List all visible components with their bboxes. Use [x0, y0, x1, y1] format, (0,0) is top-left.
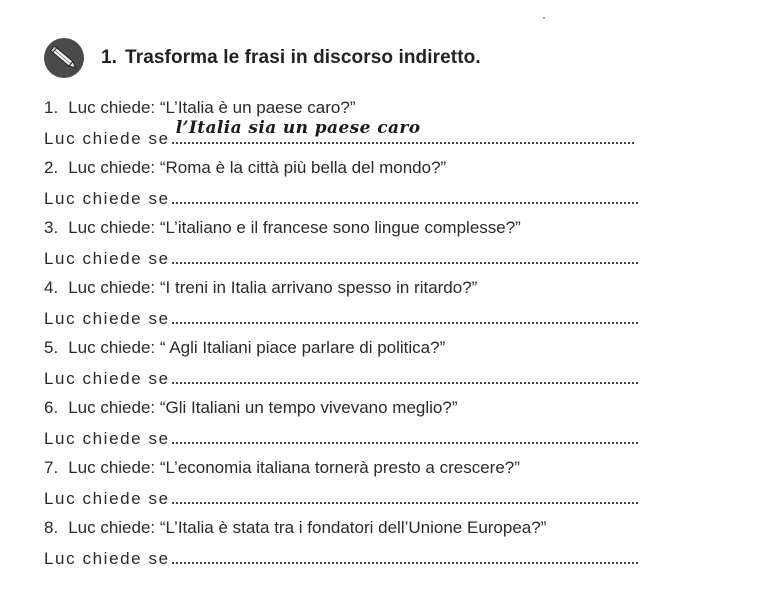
answer-line-6: [44, 423, 644, 453]
exercise-instruction: Trasforma le frasi in discorso indiretto.: [125, 47, 481, 68]
question-4: [44, 273, 644, 303]
exercise-title: [101, 47, 481, 69]
answer-line-1: [44, 118, 644, 153]
exercise-item-1: [44, 93, 644, 153]
question-number: 8.: [44, 518, 59, 537]
answer-blank-8[interactable]: [172, 543, 638, 564]
exercise-item-3: [44, 213, 644, 273]
question-number: 2.: [44, 158, 59, 177]
answer-prefix: Luc chiede se: [44, 249, 170, 268]
pencil-icon: [44, 38, 84, 78]
question-number: 7.: [44, 458, 59, 477]
exercise-item-6: [44, 393, 644, 453]
question-text: Luc chiede: “L’Italia è un paese caro?”: [68, 98, 356, 117]
exercise-list: [44, 93, 644, 573]
answer-blank-2[interactable]: [172, 183, 638, 204]
question-number: 5.: [44, 338, 59, 357]
answer-blank-7[interactable]: [172, 483, 638, 504]
question-text: Luc chiede: “L’Italia è stata tra i fondatori dell’Unione Europea?”: [68, 518, 547, 537]
question-text: Luc chiede: “ Agli Italiani piace parlare di politica?”: [68, 338, 446, 357]
question-text: Luc chiede: “Gli Italiani un tempo vivevano meglio?”: [68, 398, 458, 417]
question-7: [44, 453, 644, 483]
answer-line-3: [44, 243, 644, 273]
exercise-item-4: [44, 273, 644, 333]
question-8: [44, 513, 644, 543]
answer-blank-3[interactable]: [172, 243, 638, 264]
question-5: [44, 333, 644, 363]
answer-prefix: Luc chiede se: [44, 549, 170, 568]
question-6: [44, 393, 644, 423]
exercise-number: 1.: [101, 47, 118, 68]
answer-line-7: [44, 483, 644, 513]
question-text: Luc chiede: “L’italiano e il francese sono lingue complesse?”: [68, 218, 521, 237]
question-number: 1.: [44, 98, 59, 117]
answer-prefix: Luc chiede se: [44, 369, 170, 388]
answer-line-8: [44, 543, 644, 573]
answer-line-5: [44, 363, 644, 393]
answer-prefix: Luc chiede se: [44, 429, 170, 448]
answer-prefix: Luc chiede se: [44, 489, 170, 508]
answer-blank-4[interactable]: [172, 303, 638, 324]
question-text: Luc chiede: “Roma è la città più bella del mondo?”: [68, 158, 447, 177]
answer-blank-5[interactable]: [172, 363, 638, 384]
exercise-header: [44, 38, 481, 78]
exercise-item-8: [44, 513, 644, 573]
question-text: Luc chiede: “I treni in Italia arrivano spesso in ritardo?”: [68, 278, 478, 297]
question-3: [44, 213, 644, 243]
question-text: Luc chiede: “L’economia italiana tornerà presto a crescere?”: [68, 458, 520, 477]
question-number: 4.: [44, 278, 59, 297]
answer-line-2: [44, 183, 644, 213]
answer-blank-1[interactable]: [172, 118, 634, 144]
answer-blank-6[interactable]: [172, 423, 638, 444]
paper-speck: [543, 17, 545, 19]
exercise-item-5: [44, 333, 644, 393]
question-2: [44, 153, 644, 183]
answer-prefix: Luc chiede se: [44, 129, 170, 148]
answer-line-4: [44, 303, 644, 333]
exercise-item-2: [44, 153, 644, 213]
question-number: 6.: [44, 398, 59, 417]
handwritten-answer-1: l’Italia sia un paese caro: [175, 118, 421, 138]
question-number: 3.: [44, 218, 59, 237]
exercise-item-7: [44, 453, 644, 513]
answer-prefix: Luc chiede se: [44, 309, 170, 328]
answer-prefix: Luc chiede se: [44, 189, 170, 208]
